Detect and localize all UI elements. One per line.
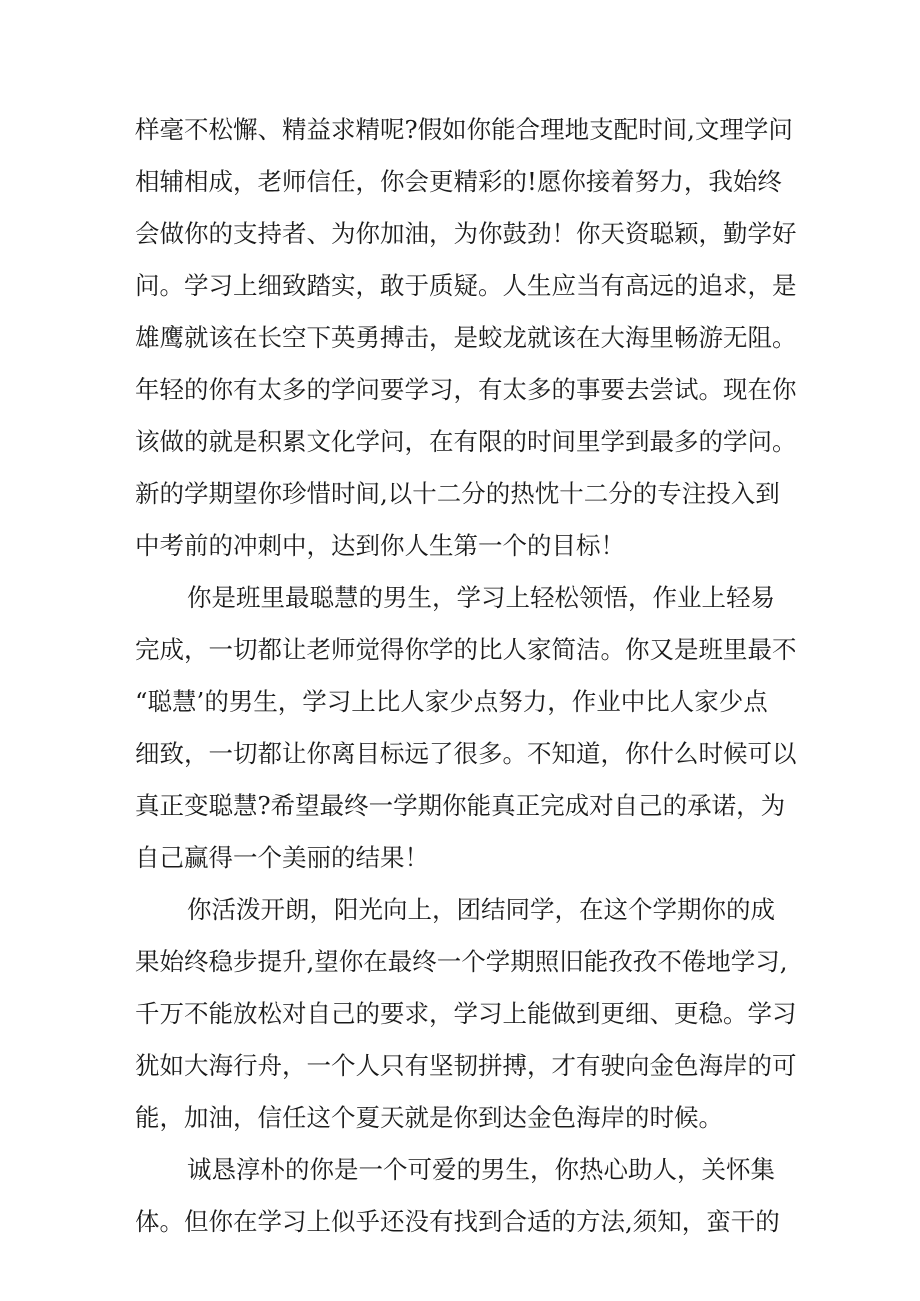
text-line: 问。学习上细致踏实，敢于质疑。人生应当有高远的追求，是 bbox=[135, 271, 797, 300]
text-line: 会做你的支持者、为你加油，为你鼓劲！你天资聪颖，勤学好 bbox=[135, 219, 797, 248]
text-line: 体。但你在学习上似乎还没有找到合适的方法,须知，蛮干的 bbox=[135, 1207, 780, 1236]
text-line: 果始终稳步提升,望你在最终一个学期照旧能孜孜不倦地学习, bbox=[135, 947, 788, 976]
text-line: 该做的就是积累文化学问，在有限的时间里学到最多的学问。 bbox=[135, 427, 797, 456]
text-line: 样毫不松懈、精益求精呢?假如你能合理地支配时间,文理学问 bbox=[135, 115, 793, 144]
text-line: 千万不能放松对自己的要求，学习上能做到更细、更稳。学习 bbox=[135, 999, 797, 1028]
text-line: 真正变聪慧?希望最终一学期你能真正完成对自己的承诺，为 bbox=[135, 791, 786, 820]
text-line: 年轻的你有太多的学问要学习，有太多的事要去尝试。现在你 bbox=[135, 375, 797, 404]
text-line: 中考前的冲刺中，达到你人生第一个的目标！ bbox=[135, 531, 625, 560]
paragraph-4 bbox=[135, 1144, 795, 1248]
text-line: 你是班里最聪慧的男生，学习上轻松领悟，作业上轻易 bbox=[187, 583, 775, 612]
text-line: 雄鹰就该在长空下英勇搏击，是蛟龙就该在大海里畅游无阻。 bbox=[135, 323, 797, 352]
paragraph-1 bbox=[135, 104, 795, 572]
text-line: 完成，一切都让老师觉得你学的比人家简洁。你又是班里最不 bbox=[135, 635, 797, 664]
text-line: 你活泼开朗，阳光向上，团结同学，在这个学期你的成 bbox=[187, 895, 775, 924]
text-line: 诚恳淳朴的你是一个可爱的男生，你热心助人，关怀集 bbox=[187, 1155, 775, 1184]
document-body bbox=[135, 104, 795, 1248]
text-line: 犹如大海行舟，一个人只有坚韧拼搏，才有驶向金色海岸的可 bbox=[135, 1051, 797, 1080]
paragraph-2 bbox=[135, 572, 795, 884]
text-line: 相辅相成，老师信任，你会更精彩的!愿你接着努力，我始终 bbox=[135, 167, 782, 196]
text-line: 自己赢得一个美丽的结果！ bbox=[135, 843, 429, 872]
text-line: 能，加油，信任这个夏天就是你到达金色海岸的时候。 bbox=[135, 1103, 723, 1132]
paragraph-3 bbox=[135, 884, 795, 1144]
text-line: “聪慧’的男生，学习上比人家少点努力，作业中比人家少点 bbox=[135, 687, 768, 716]
text-line: 细致，一切都让你离目标远了很多。不知道，你什么时候可以 bbox=[135, 739, 797, 768]
text-line: 新的学期望你珍惜时间,以十二分的热忱十二分的专注投入到 bbox=[135, 479, 780, 508]
